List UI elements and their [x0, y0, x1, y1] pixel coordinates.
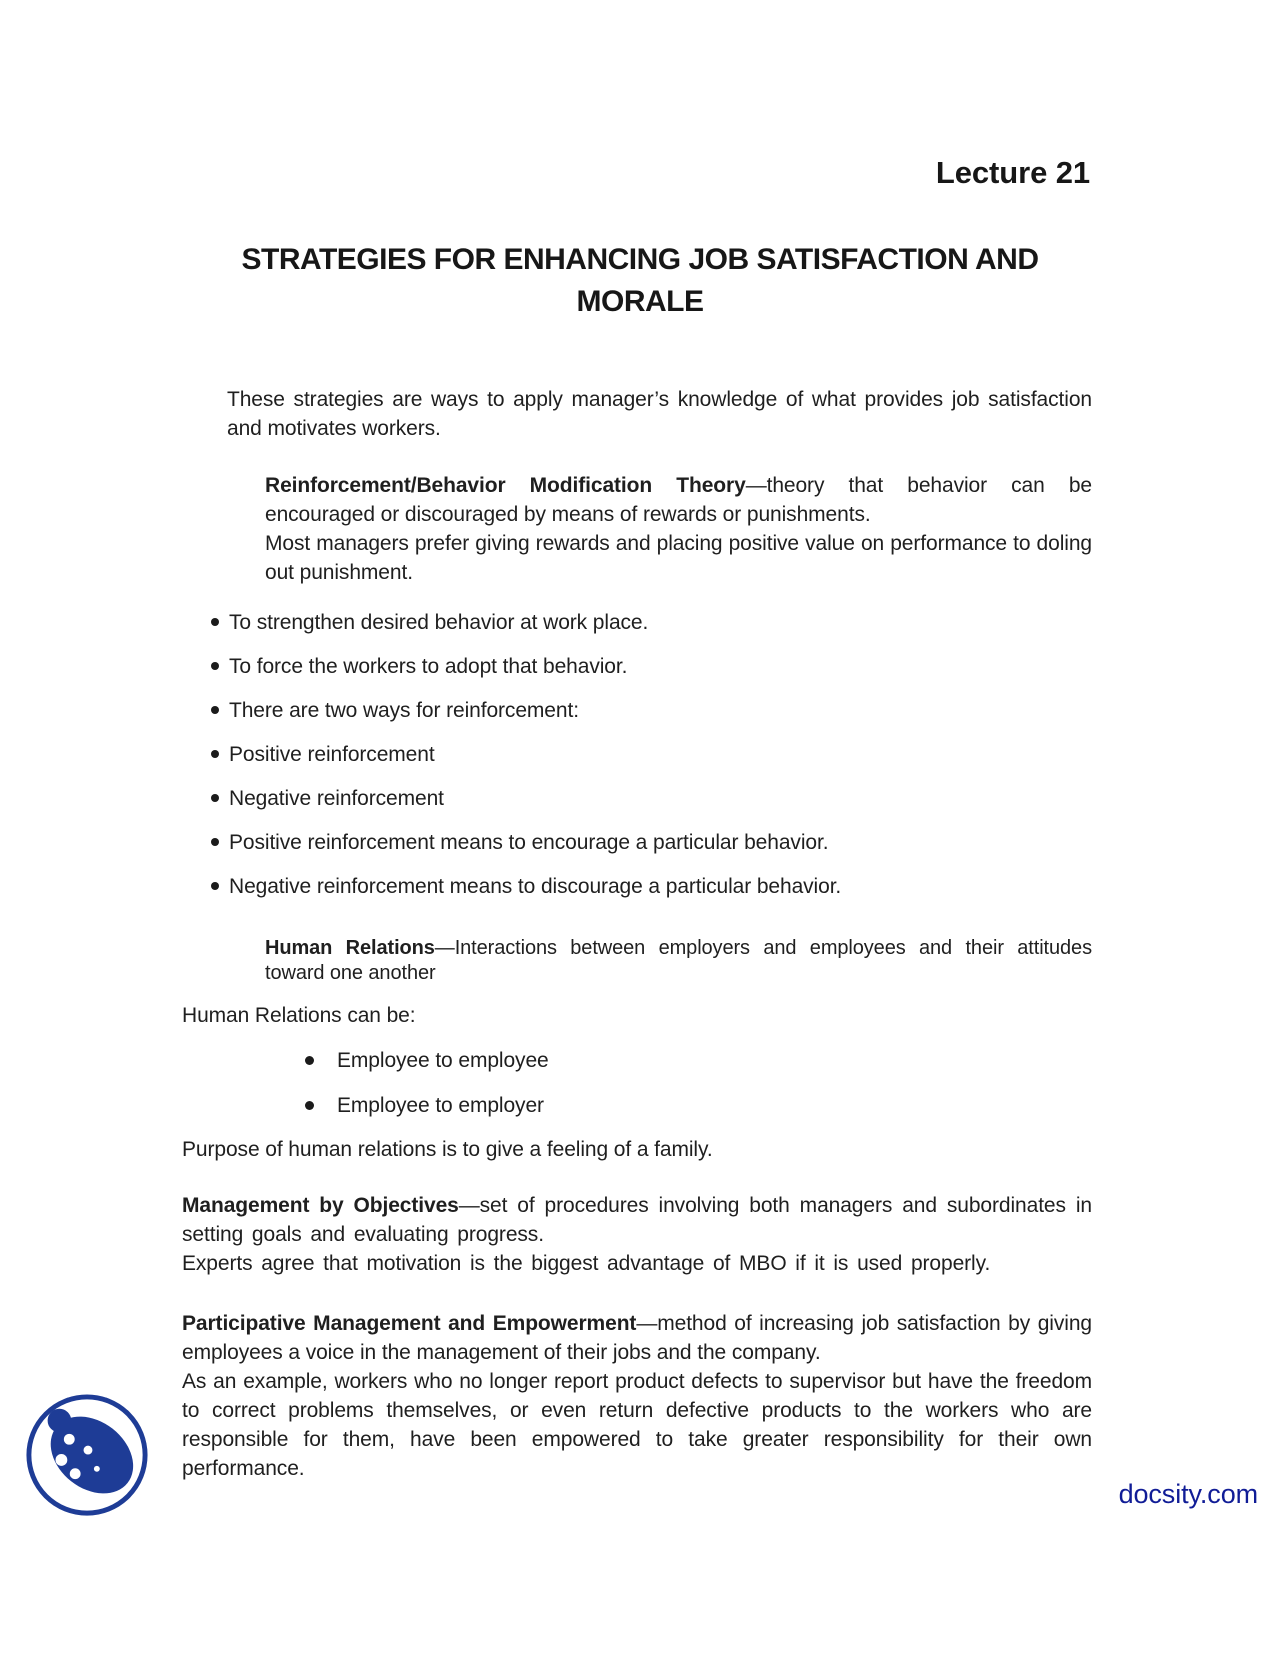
human-relations-type-list — [182, 1046, 1082, 1136]
bullet-item: Negative reinforcement means to discourage a particular behavior. — [182, 872, 1082, 901]
human-relations-purpose: Purpose of human relations is to give a feeling of a family. — [182, 1138, 713, 1161]
participative-term: Participative Management and Empowerment — [182, 1312, 637, 1335]
bullet-item: To strengthen desired behavior at work place. — [182, 608, 1082, 637]
bullet-item: Negative reinforcement — [182, 784, 1082, 813]
human-relations-definition-text: —Interactions between employers and employees and their attitudes toward one another — [265, 937, 1092, 984]
mbo-definition — [182, 1191, 1092, 1278]
bullet-item: To force the workers to adopt that behavior. — [182, 652, 1082, 681]
reinforcement-term: Reinforcement/Behavior Modification Theory — [265, 474, 746, 497]
bullet-item: Positive reinforcement means to encourage a particular behavior. — [182, 828, 1082, 857]
list-item: Employee to employee — [182, 1046, 1082, 1075]
reinforcement-bullet-list — [182, 608, 1082, 916]
mbo-term: Management by Objectives — [182, 1194, 459, 1217]
human-relations-can-be-label: Human Relations can be: — [182, 1004, 416, 1027]
participative-definition-text: —method of increasing job satisfaction by giving employees a voice in the management of their jobs and the company. — [182, 1312, 1092, 1364]
reinforcement-definition-text: —theory that behavior can be encouraged or discouraged by means of rewards or punishments. — [265, 474, 1093, 526]
bullet-item: There are two ways for reinforcement: — [182, 696, 1082, 725]
intro-paragraph: These strategies are ways to apply manager’s knowledge of what provides job satisfaction and motivates workers. — [227, 388, 1092, 440]
participative-definition — [182, 1309, 1092, 1483]
bullet-item: Positive reinforcement — [182, 740, 1082, 769]
participative-example: As an example, workers who no longer report product defects to supervisor but have the freedom to correct problems themselves, or even return defective products to the workers who are responsible for them, have been empowered to take greater responsibility for their own performance. — [182, 1370, 1092, 1480]
docsity-logo — [23, 1392, 151, 1520]
page-title-line1: STRATEGIES FOR ENHANCING JOB SATISFACTION AND — [241, 243, 1039, 276]
page-title-line2: MORALE — [576, 285, 704, 318]
reinforcement-definition — [265, 471, 1092, 587]
page-title — [185, 239, 1095, 323]
mbo-definition-text: —set of procedures involving both managers and subordinates in setting goals and evaluating progress. — [182, 1194, 1092, 1246]
lecture-label: Lecture 21 — [935, 155, 1090, 190]
brand-link[interactable]: docsity.com — [1118, 1479, 1258, 1509]
mbo-note: Experts agree that motivation is the biggest advantage of MBO if it is used properly. — [182, 1252, 991, 1275]
human-relations-term: Human Relations — [265, 937, 435, 959]
docsity-logo-icon — [23, 1392, 151, 1520]
list-item: Employee to employer — [182, 1091, 1082, 1120]
human-relations-definition — [265, 936, 1092, 986]
reinforcement-note: Most managers prefer giving rewards and placing positive value on performance to doling out punishment. — [265, 532, 1092, 584]
